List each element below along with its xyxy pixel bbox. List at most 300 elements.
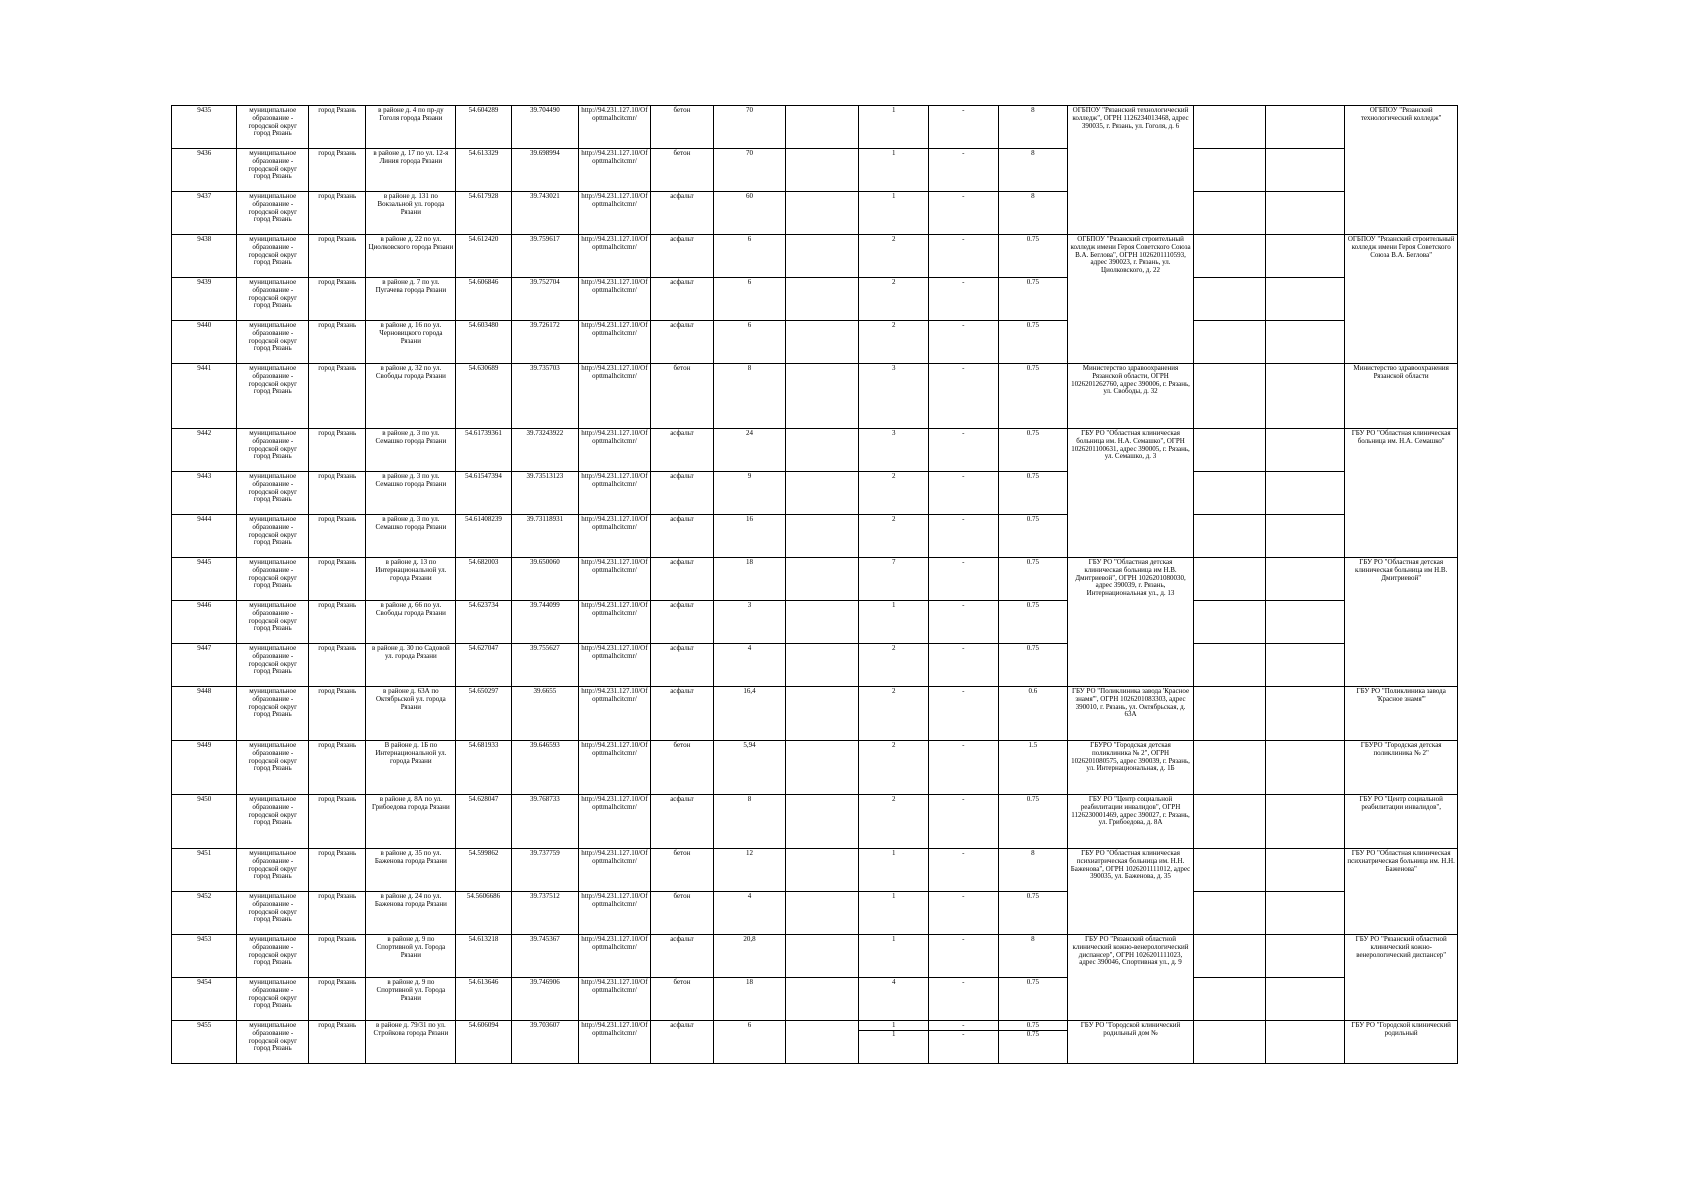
owner-short-cell: ГБУ РО "Центр социальной реабилитации инвалидов", (1345, 795, 1458, 849)
empty-cell (1193, 601, 1265, 644)
map-link[interactable]: http://94.231.127.10/Ofopttmalhcitcmr/ (579, 795, 651, 849)
city-cell: город Рязань (309, 978, 366, 1021)
area-cell: 18 (714, 978, 786, 1021)
city-cell: город Рязань (309, 321, 366, 364)
address-cell: в районе д. 131 по Вокзальной ул. города Рязани (366, 192, 456, 235)
latitude-cell: 54.606846 (456, 278, 511, 321)
area-cell: 24 (714, 429, 786, 472)
container-count: 2 (859, 741, 929, 795)
longitude-cell: 39.6655 (511, 687, 579, 741)
empty-cell (1265, 149, 1345, 192)
address-cell: в районе д. 79/31 по ул. Стройкова города Рязани (366, 1021, 456, 1064)
latitude-cell: 54.681933 (456, 741, 511, 795)
row-number: 9437 (172, 192, 237, 235)
dash-cell: - (928, 472, 998, 515)
address-cell: в районе д. 4 по пр-ду Гоголя города Рязани (366, 106, 456, 149)
surface-cell: бетон (650, 106, 713, 149)
city-cell: город Рязань (309, 741, 366, 795)
area-cell: 8 (714, 795, 786, 849)
area-cell: 60 (714, 192, 786, 235)
empty-cell (1265, 978, 1345, 1021)
owner-info-cell: ОГБПОУ "Рязанский строительный колледж имени Героя Советского Союза В.А. Беглова", ОГРН 1026201110593, адрес 390023, г. Рязань, ул. Циолковского, д. 22 (1068, 235, 1194, 364)
latitude-cell: 54.603480 (456, 321, 511, 364)
empty-cell (1193, 278, 1265, 321)
empty-cell (785, 429, 859, 472)
volume-cell: 0.75 (998, 558, 1068, 601)
city-cell: город Рязань (309, 429, 366, 472)
address-cell: в районе д. 13 по Интернациональной ул. города Рязани (366, 558, 456, 601)
city-cell: город Рязань (309, 558, 366, 601)
municipality-type: муниципальное образование - городской округ город Рязань (237, 741, 309, 795)
owner-short-cell: ГБУРО "Городская детская поликлиника № 2" (1345, 741, 1458, 795)
container-count: 1 (859, 892, 929, 935)
owner-info-cell: ГБУ РО "Рязанский областной клинический кожно-венерологический диспансер", ОГРН 1026201111023, адрес 390046, Спортивная ул., д. 9 (1068, 935, 1194, 1021)
empty-cell (785, 795, 859, 849)
latitude-cell: 54.630689 (456, 364, 511, 429)
address-cell: в районе д. 32 по ул. Свободы города Рязани (366, 364, 456, 429)
row-number: 9445 (172, 558, 237, 601)
longitude-cell: 39.73243922 (511, 429, 579, 472)
empty-cell (785, 106, 859, 149)
table-row (172, 515, 1458, 558)
row-number: 9435 (172, 106, 237, 149)
empty-cell (785, 892, 859, 935)
empty-cell (785, 741, 859, 795)
empty-cell (785, 601, 859, 644)
volume-cell: 0.75 (998, 601, 1068, 644)
empty-cell (1193, 364, 1265, 429)
surface-cell: асфальт (650, 601, 713, 644)
volume-cell (998, 1021, 1068, 1064)
empty-cell (1265, 106, 1345, 149)
container-count: 2 (859, 515, 929, 558)
container-count: 2 (859, 795, 929, 849)
table-row (172, 795, 1458, 849)
latitude-cell: 54.613646 (456, 978, 511, 1021)
municipality-type: муниципальное образование - городской округ город Рязань (237, 687, 309, 741)
map-link[interactable]: http://94.231.127.10/Ofopttmalhcitcmr/ (579, 364, 651, 429)
latitude-cell: 54.617928 (456, 192, 511, 235)
owner-short-cell: ОГБПОУ "Рязанский технологический колледж" (1345, 106, 1458, 235)
surface-cell: бетон (650, 892, 713, 935)
city-cell: город Рязань (309, 192, 366, 235)
empty-cell (1265, 795, 1345, 849)
empty-cell (1193, 321, 1265, 364)
latitude-cell: 54.613218 (456, 935, 511, 978)
empty-cell (785, 192, 859, 235)
empty-cell (1265, 278, 1345, 321)
empty-cell (785, 235, 859, 278)
empty-cell (785, 978, 859, 1021)
municipality-type: муниципальное образование - городской округ город Рязань (237, 472, 309, 515)
map-link[interactable]: http://94.231.127.10/Ofopttmalhcitcmr/ (579, 849, 651, 892)
empty-cell (1265, 935, 1345, 978)
latitude-cell: 54.650297 (456, 687, 511, 741)
volume-cell: 8 (998, 849, 1068, 892)
address-cell: в районе д. 66 по ул. Свободы города Рязани (366, 601, 456, 644)
city-cell: город Рязань (309, 1021, 366, 1064)
volume-value-2: 0.75 (999, 1030, 1068, 1039)
owner-info-cell: ГБУ РО "Городской клинический родильный дом № (1068, 1021, 1194, 1064)
latitude-cell: 54.61547394 (456, 472, 511, 515)
dash-cell: - (928, 149, 998, 192)
map-link[interactable]: http://94.231.127.10/Ofopttmalhcitcmr/ (579, 321, 651, 364)
address-cell: в районе д. 63А по Октябрьской ул. города Рязани (366, 687, 456, 741)
longitude-cell: 39.735703 (511, 364, 579, 429)
longitude-cell: 39.737512 (511, 892, 579, 935)
row-number: 9439 (172, 278, 237, 321)
volume-cell: 8 (998, 106, 1068, 149)
owner-short-cell: Министерство здравоохранения Рязанской области (1345, 364, 1458, 429)
volume-value: 0.75 (1026, 1021, 1039, 1029)
volume-cell: 0.75 (998, 364, 1068, 429)
surface-cell: асфальт (650, 235, 713, 278)
latitude-cell: 54.599862 (456, 849, 511, 892)
municipality-type: муниципальное образование - городской округ город Рязань (237, 364, 309, 429)
row-number: 9441 (172, 364, 237, 429)
empty-cell (1265, 849, 1345, 892)
volume-cell: 0.75 (998, 644, 1068, 687)
empty-cell (785, 1021, 859, 1064)
container-count: 1 (859, 149, 929, 192)
empty-cell (1193, 472, 1265, 515)
owner-info-cell: ГБУ РО "Областная клиническая больница им. Н.А. Семашко", ОГРН 1026201100631, адрес 390005, г. Рязань, ул. Семашко, д. 3 (1068, 429, 1194, 558)
latitude-cell: 54.613329 (456, 149, 511, 192)
owner-short-cell: ОГБПОУ "Рязанский строительный колледж имени Героя Советского Союза В.А. Беглова" (1345, 235, 1458, 364)
container-count-cell (859, 1021, 929, 1064)
volume-cell: 0.75 (998, 472, 1068, 515)
surface-cell: бетон (650, 849, 713, 892)
surface-cell: асфальт (650, 192, 713, 235)
dash-cell: - (928, 687, 998, 741)
municipality-type: муниципальное образование - городской округ город Рязань (237, 892, 309, 935)
empty-cell (1193, 149, 1265, 192)
map-link[interactable]: http://94.231.127.10/Ofopttmalhcitcmr/ (579, 644, 651, 687)
owner-info-cell: ОГБПОУ "Рязанский технологический колледж", ОГРН 1126234013468, адрес 390035, г. Рязань, ул. Гоголя, д. 6 (1068, 106, 1194, 235)
area-cell: 5,94 (714, 741, 786, 795)
area-cell: 3 (714, 601, 786, 644)
latitude-cell: 54.61739361 (456, 429, 511, 472)
empty-cell (1193, 978, 1265, 1021)
city-cell: город Рязань (309, 364, 366, 429)
empty-cell (1265, 192, 1345, 235)
city-cell: город Рязань (309, 892, 366, 935)
volume-cell: 1.5 (998, 741, 1068, 795)
owner-short-cell: ГБУ РО "Областная клиническая психиатрическая больница им. Н.Н. Баженова" (1345, 849, 1458, 935)
table-row (172, 644, 1458, 687)
row-number: 9454 (172, 978, 237, 1021)
surface-cell: асфальт (650, 644, 713, 687)
area-cell: 4 (714, 644, 786, 687)
empty-cell (1265, 741, 1345, 795)
surface-cell: бетон (650, 364, 713, 429)
municipality-type: муниципальное образование - городской округ город Рязань (237, 149, 309, 192)
container-count-2: 1 (859, 1030, 928, 1039)
city-cell: город Рязань (309, 601, 366, 644)
row-number: 9453 (172, 935, 237, 978)
municipality-type: муниципальное образование - городской округ город Рязань (237, 558, 309, 601)
volume-cell: 0.75 (998, 978, 1068, 1021)
longitude-cell: 39.704490 (511, 106, 579, 149)
volume-cell: 0.75 (998, 429, 1068, 472)
city-cell: город Рязань (309, 472, 366, 515)
empty-cell (1193, 558, 1265, 601)
address-cell: в районе д. 16 по ул. Черновицкого города Рязани (366, 321, 456, 364)
row-number: 9447 (172, 644, 237, 687)
dash-value-2: - (929, 1030, 998, 1039)
row-number: 9455 (172, 1021, 237, 1064)
empty-cell (785, 644, 859, 687)
map-link[interactable]: http://94.231.127.10/Ofopttmalhcitcmr/ (579, 192, 651, 235)
dash-cell: - (928, 278, 998, 321)
map-link[interactable]: http://94.231.127.10/Ofopttmalhcitcmr/ (579, 278, 651, 321)
municipality-type: муниципальное образование - городской округ город Рязань (237, 644, 309, 687)
row-number: 9436 (172, 149, 237, 192)
dash-cell: - (928, 601, 998, 644)
address-cell: в районе д. 9 по Спортивной ул. Города Рязани (366, 978, 456, 1021)
surface-cell: асфальт (650, 278, 713, 321)
empty-cell (785, 472, 859, 515)
longitude-cell: 39.752704 (511, 278, 579, 321)
area-cell: 8 (714, 364, 786, 429)
latitude-cell: 54.5606686 (456, 892, 511, 935)
table-row (172, 849, 1458, 892)
area-cell: 9 (714, 472, 786, 515)
area-cell: 4 (714, 892, 786, 935)
city-cell: город Рязань (309, 849, 366, 892)
row-number: 9449 (172, 741, 237, 795)
map-link[interactable]: http://94.231.127.10/Ofopttmalhcitcmr/ (579, 935, 651, 978)
row-number: 9443 (172, 472, 237, 515)
volume-cell: 0.75 (998, 321, 1068, 364)
table-row (172, 741, 1458, 795)
dash-cell: - (928, 644, 998, 687)
empty-cell (785, 515, 859, 558)
map-link[interactable]: http://94.231.127.10/Ofopttmalhcitcmr/ (579, 149, 651, 192)
longitude-cell: 39.745367 (511, 935, 579, 978)
empty-cell (1265, 472, 1345, 515)
dash-cell (928, 1021, 998, 1064)
address-cell: В районе д. 1Б по Интернациональной ул. города Рязани (366, 741, 456, 795)
longitude-cell: 39.650060 (511, 558, 579, 601)
longitude-cell: 39.73513123 (511, 472, 579, 515)
empty-cell (1193, 644, 1265, 687)
address-cell: в районе д. 35 по ул. Баженова города Рязани (366, 849, 456, 892)
municipality-type: муниципальное образование - городской округ город Рязань (237, 795, 309, 849)
table-row (172, 429, 1458, 472)
volume-cell: 0.75 (998, 892, 1068, 935)
surface-cell: асфальт (650, 515, 713, 558)
surface-cell: асфальт (650, 1021, 713, 1064)
empty-cell (1193, 892, 1265, 935)
area-cell: 6 (714, 321, 786, 364)
municipality-type: муниципальное образование - городской округ город Рязань (237, 515, 309, 558)
owner-info-cell: ГБУ РО "Областная клиническая психиатрическая больница им. Н.Н. Баженова", ОГРН 1026201111012, адрес 390035, ул. Баженова, д. 35 (1068, 849, 1194, 935)
row-number: 9452 (172, 892, 237, 935)
municipality-type: муниципальное образование - городской округ город Рязань (237, 978, 309, 1021)
city-cell: город Рязань (309, 935, 366, 978)
empty-cell (1265, 687, 1345, 741)
municipality-type: муниципальное образование - городской округ город Рязань (237, 429, 309, 472)
volume-cell: 8 (998, 935, 1068, 978)
surface-cell: асфальт (650, 429, 713, 472)
map-link[interactable]: http://94.231.127.10/Ofopttmalhcitcmr/ (579, 515, 651, 558)
city-cell: город Рязань (309, 149, 366, 192)
volume-cell: 0.75 (998, 278, 1068, 321)
map-link[interactable]: http://94.231.127.10/Ofopttmalhcitcmr/ (579, 892, 651, 935)
address-cell: в районе д. 8А по ул. Грибоедова города Рязани (366, 795, 456, 849)
dash-cell: - (928, 515, 998, 558)
container-count: 4 (859, 978, 929, 1021)
table-row (172, 1021, 1458, 1064)
empty-cell (785, 558, 859, 601)
municipality-type: муниципальное образование - городской округ город Рязань (237, 192, 309, 235)
latitude-cell: 54.606094 (456, 1021, 511, 1064)
container-count: 2 (859, 278, 929, 321)
latitude-cell: 54.628047 (456, 795, 511, 849)
owner-info-cell: ГБУ РО "Поликлиника завода 'Красное знамя'", ОГРН 1026201083303, адрес 390010, г. Рязань, ул. Октябрьская, д. 63А (1068, 687, 1194, 741)
surface-cell: асфальт (650, 795, 713, 849)
table-row (172, 192, 1458, 235)
city-cell: город Рязань (309, 687, 366, 741)
registry-table (171, 105, 1458, 1064)
dash-cell: - (928, 978, 998, 1021)
latitude-cell: 54.682003 (456, 558, 511, 601)
map-link[interactable]: http://94.231.127.10/Ofopttmalhcitcmr/ (579, 601, 651, 644)
longitude-cell: 39.759617 (511, 235, 579, 278)
empty-cell (1193, 795, 1265, 849)
map-link[interactable]: http://94.231.127.10/Ofopttmalhcitcmr/ (579, 106, 651, 149)
municipality-type: муниципальное образование - городской округ город Рязань (237, 935, 309, 978)
owner-short-cell: ГБУ РО "Областная клиническая больница им. Н.А. Семашко" (1345, 429, 1458, 558)
volume-cell: 0.75 (998, 515, 1068, 558)
empty-cell (1193, 687, 1265, 741)
table-row (172, 687, 1458, 741)
empty-cell (1193, 515, 1265, 558)
surface-cell: асфальт (650, 935, 713, 978)
empty-cell (1265, 601, 1345, 644)
surface-cell: асфальт (650, 472, 713, 515)
map-link[interactable]: http://94.231.127.10/Ofopttmalhcitcmr/ (579, 978, 651, 1021)
city-cell: город Рязань (309, 278, 366, 321)
dash-cell: - (928, 795, 998, 849)
row-number: 9450 (172, 795, 237, 849)
municipality-type: муниципальное образование - городской округ город Рязань (237, 278, 309, 321)
map-link[interactable]: http://94.231.127.10/Ofopttmalhcitcmr/ (579, 558, 651, 601)
table-row (172, 601, 1458, 644)
row-number: 9451 (172, 849, 237, 892)
dash-cell: - (928, 892, 998, 935)
row-number: 9440 (172, 321, 237, 364)
empty-cell (1265, 1021, 1345, 1064)
volume-cell: 8 (998, 149, 1068, 192)
empty-cell (1193, 192, 1265, 235)
longitude-cell: 39.768733 (511, 795, 579, 849)
row-number: 9446 (172, 601, 237, 644)
row-number: 9444 (172, 515, 237, 558)
empty-cell (1265, 515, 1345, 558)
empty-cell (785, 935, 859, 978)
volume-cell: 0.75 (998, 235, 1068, 278)
empty-cell (785, 278, 859, 321)
empty-cell (1193, 935, 1265, 978)
longitude-cell: 39.646593 (511, 741, 579, 795)
owner-info-cell: ГБУ РО "Центр социальной реабилитации инвалидов", ОГРН 1126230001469, адрес 390027, г. Рязань, ул. Грибоедова, д. 8А (1068, 795, 1194, 849)
volume-cell: 0.75 (998, 795, 1068, 849)
map-link[interactable]: http://94.231.127.10/Ofopttmalhcitcmr/ (579, 1021, 651, 1064)
area-cell: 16,4 (714, 687, 786, 741)
table-row (172, 892, 1458, 935)
owner-info-cell: ГБУ РО "Областная детская клиническая больница им Н.В. Дмитриевой", ОГРН 1026201080030, адрес 390039, г. Рязань, Интернациональная ул., д. 13 (1068, 558, 1194, 687)
latitude-cell: 54.61408239 (456, 515, 511, 558)
volume-cell: 8 (998, 192, 1068, 235)
address-cell: в районе д. 17 по ул. 12-я Линия города Рязани (366, 149, 456, 192)
map-link[interactable]: http://94.231.127.10/Ofopttmalhcitcmr/ (579, 741, 651, 795)
owner-info-cell: Министерство здравоохранения Рязанской области, ОГРН 1026201262760, адрес 390006, г. Рязань, ул. Свободы, д. 32 (1068, 364, 1194, 429)
dash-cell: - (928, 364, 998, 429)
map-link[interactable]: http://94.231.127.10/Ofopttmalhcitcmr/ (579, 472, 651, 515)
latitude-cell: 54.623734 (456, 601, 511, 644)
area-cell: 20,8 (714, 935, 786, 978)
dash-cell: - (928, 235, 998, 278)
empty-cell (1193, 106, 1265, 149)
surface-cell: асфальт (650, 321, 713, 364)
empty-cell (1265, 429, 1345, 472)
municipality-type: муниципальное образование - городской округ город Рязань (237, 235, 309, 278)
container-count: 3 (859, 429, 929, 472)
longitude-cell: 39.746906 (511, 978, 579, 1021)
table-row (172, 364, 1458, 429)
empty-cell (785, 364, 859, 429)
container-count: 1 (859, 192, 929, 235)
container-count: 1 (859, 106, 929, 149)
address-cell: в районе д. 24 по ул. Баженова города Рязани (366, 892, 456, 935)
container-count: 2 (859, 644, 929, 687)
city-cell: город Рязань (309, 106, 366, 149)
municipality-type: муниципальное образование - городской округ город Рязань (237, 321, 309, 364)
empty-cell (1265, 321, 1345, 364)
address-cell: в районе д. 3 по ул. Семашко города Рязани (366, 515, 456, 558)
container-count: 7 (859, 558, 929, 601)
table-row (172, 321, 1458, 364)
address-cell: в районе д. 30 по Садовой ул. города Рязани (366, 644, 456, 687)
map-link[interactable]: http://94.231.127.10/Ofopttmalhcitcmr/ (579, 687, 651, 741)
empty-cell (785, 687, 859, 741)
table-row (172, 558, 1458, 601)
empty-cell (1265, 644, 1345, 687)
area-cell: 70 (714, 106, 786, 149)
row-number: 9448 (172, 687, 237, 741)
map-link[interactable]: http://94.231.127.10/Ofopttmalhcitcmr/ (579, 429, 651, 472)
city-cell: город Рязань (309, 235, 366, 278)
address-cell: в районе д. 22 по ул. Циолковского города Рязани (366, 235, 456, 278)
surface-cell: асфальт (650, 558, 713, 601)
longitude-cell: 39.726172 (511, 321, 579, 364)
owner-short-cell: ГБУ РО "Областная детская клиническая больница им Н.В. Дмитриевой" (1345, 558, 1458, 687)
empty-cell (785, 149, 859, 192)
map-link[interactable]: http://94.231.127.10/Ofopttmalhcitcmr/ (579, 235, 651, 278)
dash-cell: - (928, 849, 998, 892)
container-count: 1 (859, 849, 929, 892)
container-count: 2 (859, 235, 929, 278)
empty-cell (1265, 892, 1345, 935)
container-count: 2 (859, 321, 929, 364)
longitude-cell: 39.744099 (511, 601, 579, 644)
city-cell: город Рязань (309, 644, 366, 687)
empty-cell (1193, 1021, 1265, 1064)
latitude-cell: 54.612420 (456, 235, 511, 278)
table-row (172, 106, 1458, 149)
